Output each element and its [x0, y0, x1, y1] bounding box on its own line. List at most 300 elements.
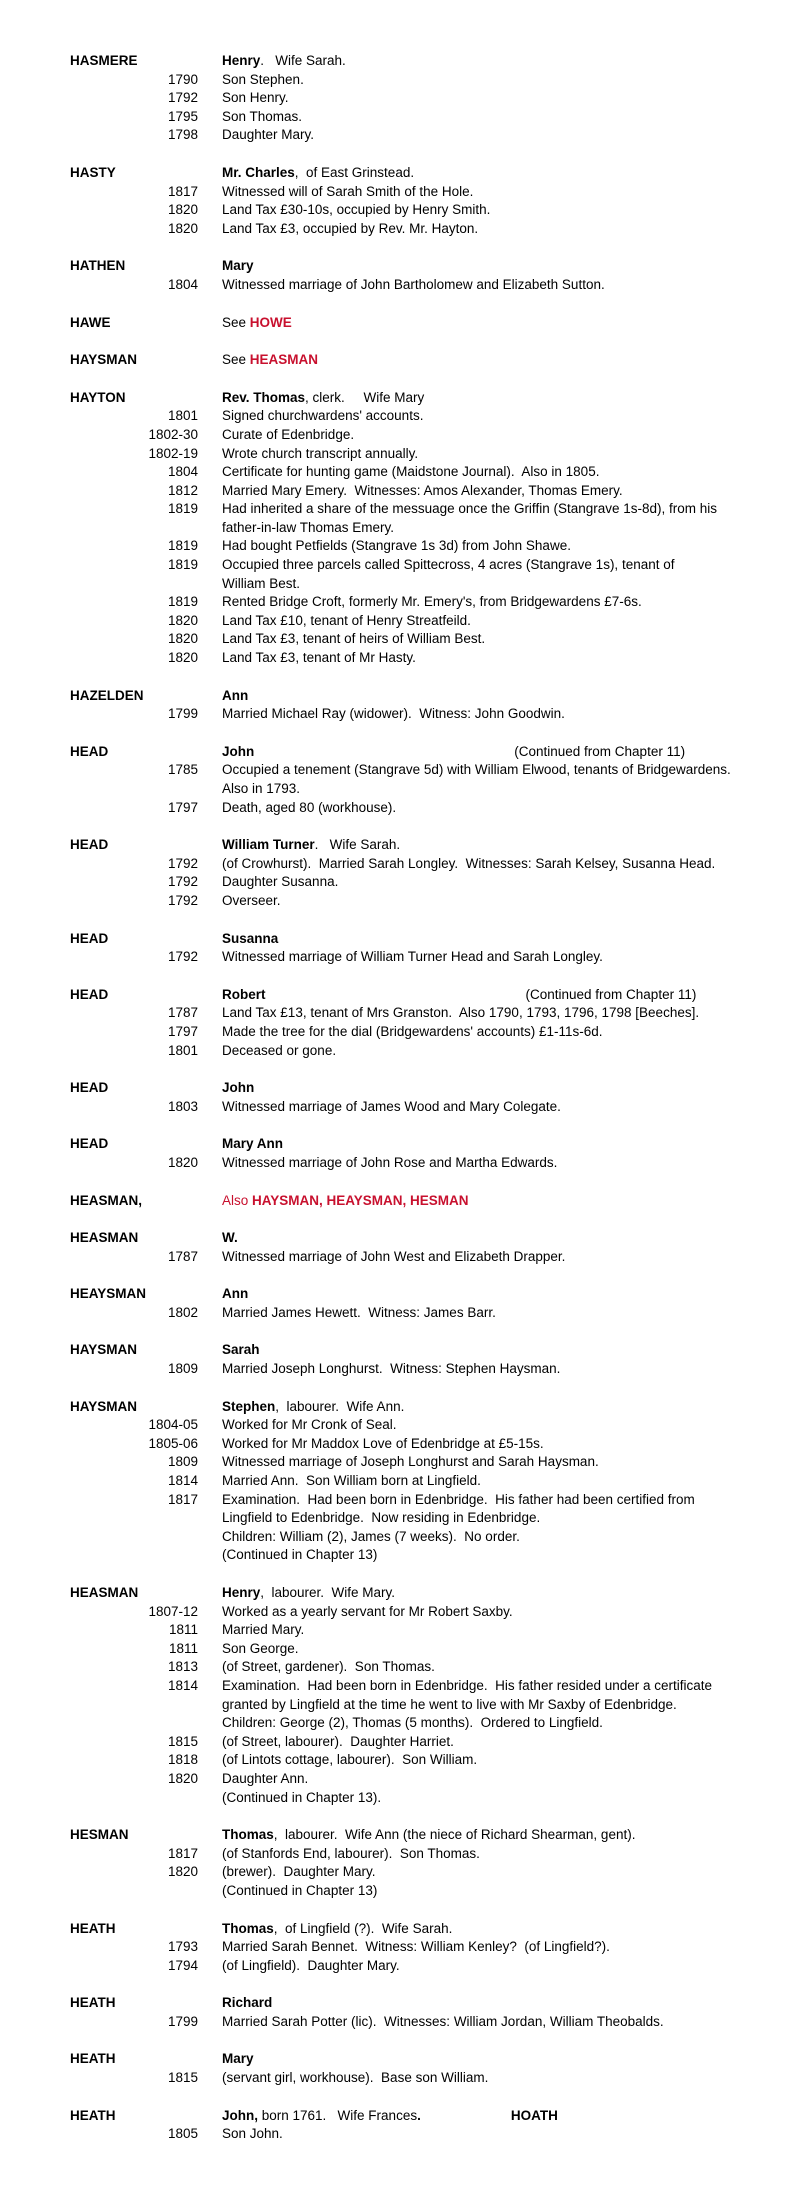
- record-text: Land Tax £10, tenant of Henry Streatfeild.: [222, 612, 471, 628]
- heading-text: John: [222, 743, 255, 759]
- surname-entry: [70, 314, 770, 333]
- record-text: (of Crowhurst). Married Sarah Longley. Witnesses: Sarah Kelsey, Susanna Head.: [222, 855, 716, 871]
- year-spacer: [140, 687, 222, 706]
- record-line: [70, 1621, 770, 1640]
- year-spacer: [140, 1341, 222, 1360]
- entry-header: [70, 1920, 770, 1939]
- person-heading: [222, 1285, 770, 1304]
- record-year: 1818: [167, 1752, 198, 1768]
- record-year: 1819: [167, 594, 198, 610]
- record-text: Occupied a tenement (Stangrave 5d) with William Elwood, tenants of Bridgewardens.: [222, 762, 731, 778]
- entry-header: [70, 389, 770, 408]
- surname-spacer: [70, 799, 140, 818]
- person-heading: [222, 1135, 770, 1154]
- surname: HESMAN: [70, 1827, 129, 1843]
- surname-spacer: [70, 1098, 140, 1117]
- year-spacer: [140, 351, 222, 370]
- cross-reference: HOWE: [249, 314, 292, 330]
- year-spacer: [140, 1079, 222, 1098]
- heading-text: W.: [222, 1230, 238, 1246]
- record-text: (of Street, labourer). Daughter Harriet.: [222, 1733, 454, 1749]
- entry-header: [70, 2050, 770, 2069]
- surname: HEAD: [70, 837, 109, 853]
- surname-entry: [70, 1285, 770, 1322]
- entry-header: [70, 1229, 770, 1248]
- person-heading: [222, 52, 770, 71]
- record-line: [70, 630, 770, 649]
- surname-spacer: [70, 1472, 140, 1491]
- entry-header: [70, 986, 770, 1005]
- record-text: Daughter Mary.: [222, 127, 315, 143]
- record-year: 1820: [167, 220, 198, 236]
- record-text: Occupied three parcels called Spittecross, 4 acres (Stangrave 1s), tenant of: [222, 557, 675, 573]
- surname-spacer: [70, 537, 140, 556]
- record-text: Deceased or gone.: [222, 1042, 337, 1058]
- record-text: Married Sarah Bennet. Witness: William Kenley? (of Lingfield?).: [222, 1939, 610, 1955]
- year-spacer: [140, 257, 222, 276]
- person-heading: [222, 1341, 770, 1360]
- heading-text: See: [222, 314, 250, 330]
- record-year: 1815: [167, 1733, 198, 1749]
- surname-entry: [70, 1079, 770, 1116]
- surname-spacer: [70, 1621, 140, 1640]
- record-line: [70, 126, 770, 145]
- surname: HEASMAN: [70, 1585, 139, 1600]
- record-text: father-in-law Thomas Emery.: [222, 519, 395, 535]
- heading-text: Mary: [222, 258, 254, 274]
- record-year: 1811: [168, 1622, 198, 1638]
- heading-text: Ann: [222, 687, 249, 703]
- heading-text: , labourer. Wife Ann (the niece of Richard Shearman, gent).: [273, 1827, 636, 1843]
- record-text: (Continued in Chapter 13): [222, 1547, 378, 1563]
- person-heading: [222, 1192, 770, 1211]
- surname-spacer: [70, 1528, 140, 1547]
- record-line: [70, 1603, 770, 1622]
- record-year: 1820: [167, 650, 198, 666]
- record-text: Son Thomas.: [222, 108, 303, 124]
- record-text: Wrote church transcript annually.: [222, 445, 419, 461]
- record-line: [70, 1863, 770, 1882]
- person-heading: [222, 2050, 770, 2069]
- heading-text: Stephen: [222, 1398, 276, 1414]
- record-line: [70, 201, 770, 220]
- surname: HAWE: [70, 314, 111, 330]
- year-spacer: [140, 2107, 222, 2126]
- surname-spacer: [70, 1004, 140, 1023]
- surname-spacer: [70, 519, 140, 538]
- record-line: [70, 705, 770, 724]
- record-text: Certificate for hunting game (Maidstone Journal). Also in 1805.: [222, 464, 600, 480]
- record-line: [70, 780, 770, 799]
- surname-spacer: [70, 482, 140, 501]
- record-year: 1794: [167, 1957, 198, 1973]
- year-spacer: [140, 1584, 222, 1603]
- record-line: [70, 612, 770, 631]
- year-spacer: [140, 52, 222, 71]
- record-text: Witnessed marriage of John West and Elizabeth Drapper.: [222, 1248, 566, 1264]
- record-line: [70, 426, 770, 445]
- surname: HAYTON: [70, 389, 126, 405]
- record-year: 1807-12: [148, 1603, 198, 1619]
- surname-entry: [70, 743, 770, 817]
- record-line: [70, 482, 770, 501]
- surname-spacer: [70, 1416, 140, 1435]
- record-text: Examination. Had been born in Edenbridge. His father resided under a certificate: [222, 1677, 713, 1693]
- alternate-surname: HOATH: [510, 2107, 558, 2123]
- surname-entry: [70, 52, 770, 145]
- surname-spacer: [70, 593, 140, 612]
- record-year: 1792: [167, 892, 198, 908]
- record-line: [70, 220, 770, 239]
- record-year: 1792: [167, 855, 198, 871]
- surname-spacer: [70, 1023, 140, 1042]
- person-heading: [222, 687, 770, 706]
- surname-spacer: [70, 780, 140, 799]
- record-text: Son George.: [222, 1640, 299, 1656]
- heading-text: John,: [222, 2107, 258, 2123]
- surname: HASMERE: [70, 53, 138, 68]
- surname-spacer: [70, 1863, 140, 1882]
- entry-header: [70, 164, 770, 183]
- record-text: Land Tax £3, tenant of Mr Hasty.: [222, 650, 416, 666]
- record-line: [70, 761, 770, 780]
- record-line: [70, 1714, 770, 1733]
- person-heading: [222, 1584, 770, 1603]
- record-year: 1797: [167, 1023, 198, 1039]
- year-spacer: [140, 164, 222, 183]
- surname-spacer: [70, 855, 140, 874]
- year-spacer: [140, 930, 222, 949]
- heading-text: Henry: [222, 53, 261, 68]
- record-line: [70, 89, 770, 108]
- record-line: [70, 1416, 770, 1435]
- record-year: 1817: [167, 1491, 198, 1507]
- surname-entry: [70, 1920, 770, 1976]
- surname-spacer: [70, 1789, 140, 1808]
- surname-entry: [70, 986, 770, 1060]
- record-year: 1795: [167, 108, 198, 124]
- heading-text: , of East Grinstead.: [294, 164, 415, 180]
- surname-spacer: [70, 276, 140, 295]
- record-text: granted by Lingfield at the time he went to live with Mr Saxby of Edenbridge.: [222, 1696, 677, 1712]
- year-spacer: [140, 1229, 222, 1248]
- record-text: Worked as a yearly servant for Mr Robert Saxby.: [222, 1603, 513, 1619]
- record-year: 1797: [167, 799, 198, 815]
- record-line: [70, 1509, 770, 1528]
- surname-spacer: [70, 108, 140, 127]
- heading-text: Rev. Thomas: [222, 389, 306, 405]
- record-line: [70, 276, 770, 295]
- record-line: [70, 2125, 770, 2144]
- heading-text: , of Lingfield (?). Wife Sarah.: [273, 1920, 453, 1936]
- surname-spacer: [70, 1957, 140, 1976]
- person-heading: [222, 836, 770, 855]
- heading-text: . Wife Sarah.: [314, 837, 401, 853]
- surname-spacer: [70, 1677, 140, 1696]
- surname-spacer: [70, 1938, 140, 1957]
- person-heading: [222, 257, 770, 276]
- entry-header: [70, 1826, 770, 1845]
- surname: HEAD: [70, 1136, 109, 1152]
- record-line: [70, 1677, 770, 1696]
- record-line: [70, 1938, 770, 1957]
- record-text: Witnessed marriage of Joseph Longhurst and Sarah Haysman.: [222, 1454, 599, 1470]
- record-year: 1792: [167, 874, 198, 890]
- year-spacer: [140, 314, 222, 333]
- record-text: Worked for Mr Maddox Love of Edenbridge at £5-15s.: [222, 1435, 544, 1451]
- record-year: 1805: [167, 2126, 198, 2142]
- record-line: [70, 593, 770, 612]
- record-line: [70, 1491, 770, 1510]
- year-spacer: [140, 743, 222, 762]
- heading-text: Ann: [222, 1286, 249, 1302]
- surname: HAYSMAN: [70, 1398, 138, 1414]
- year-spacer: [140, 1994, 222, 2013]
- record-text: (of Stanfords End, labourer). Son Thomas.: [222, 1845, 480, 1861]
- heading-text: Mary Ann: [222, 1136, 284, 1152]
- record-line: [70, 1696, 770, 1715]
- entry-header: [70, 1584, 770, 1603]
- surname-spacer: [70, 445, 140, 464]
- entry-header: [70, 1079, 770, 1098]
- surname-spacer: [70, 1640, 140, 1659]
- heading-text: , labourer. Wife Ann.: [275, 1398, 405, 1414]
- person-heading: [222, 2107, 770, 2126]
- record-year: [140, 1528, 222, 1547]
- continuation-note: (Continued from Chapter 11): [525, 986, 697, 1002]
- record-text: William Best.: [222, 575, 301, 591]
- record-text: Worked for Mr Cronk of Seal.: [222, 1417, 397, 1433]
- year-spacer: [140, 389, 222, 408]
- record-text: (of Lintots cottage, labourer). Son William.: [222, 1752, 478, 1768]
- record-text: Witnessed will of Sarah Smith of the Hole.: [222, 183, 474, 199]
- record-year: 1792: [167, 949, 198, 965]
- entry-header: [70, 52, 770, 71]
- surname-spacer: [70, 2125, 140, 2144]
- surname-entry: [70, 1826, 770, 1900]
- record-line: [70, 1023, 770, 1042]
- record-line: [70, 1360, 770, 1379]
- record-year: 1804: [167, 464, 198, 480]
- surname-spacer: [70, 89, 140, 108]
- surname-spacer: [70, 71, 140, 90]
- heading-text: Thomas: [222, 1920, 274, 1936]
- record-year: 1801: [167, 1042, 198, 1058]
- record-text: Death, aged 80 (workhouse).: [222, 799, 397, 815]
- record-line: [70, 1098, 770, 1117]
- record-text: Married Mary.: [222, 1622, 305, 1638]
- record-text: Signed churchwardens' accounts.: [222, 408, 424, 424]
- record-line: [70, 71, 770, 90]
- heading-text: , labourer. Wife Mary.: [260, 1585, 396, 1600]
- record-year: 1798: [167, 127, 198, 143]
- record-line: [70, 1528, 770, 1547]
- record-line: [70, 445, 770, 464]
- heading-text: Sarah: [222, 1342, 260, 1358]
- surname-spacer: [70, 500, 140, 519]
- continuation-note: (Continued from Chapter 11): [514, 743, 686, 759]
- surname-entry: [70, 1994, 770, 2031]
- person-heading: [222, 1398, 770, 1417]
- record-text: Married James Hewett. Witness: James Barr.: [222, 1304, 496, 1320]
- surname: HEAD: [70, 986, 109, 1002]
- record-year: 1785: [167, 762, 198, 778]
- surname-spacer: [70, 892, 140, 911]
- surname-spacer: [70, 1603, 140, 1622]
- record-text: Lingfield to Edenbridge. Now residing in Edenbridge.: [222, 1510, 541, 1526]
- entry-header: [70, 743, 770, 762]
- heading-text: .: [417, 2107, 421, 2123]
- year-spacer: [140, 836, 222, 855]
- record-year: [140, 1696, 222, 1715]
- record-year: 1820: [167, 612, 198, 628]
- surname-entry: [70, 257, 770, 294]
- record-year: 1802: [167, 1304, 198, 1320]
- surname-entry: [70, 2107, 770, 2144]
- record-year: 1809: [167, 1361, 198, 1377]
- entry-header: [70, 1398, 770, 1417]
- record-year: [140, 1546, 222, 1565]
- person-heading: [222, 1079, 770, 1098]
- year-spacer: [140, 1920, 222, 1939]
- record-year: [140, 1882, 222, 1901]
- record-line: [70, 948, 770, 967]
- entry-header: [70, 1192, 770, 1211]
- record-text: (servant girl, workhouse). Base son William.: [222, 2070, 489, 2086]
- record-line: [70, 1042, 770, 1061]
- record-year: 1811: [168, 1640, 198, 1656]
- record-text: Witnessed marriage of John Bartholomew and Elizabeth Sutton.: [222, 276, 605, 292]
- record-line: [70, 1882, 770, 1901]
- entry-header: [70, 1341, 770, 1360]
- record-year: 1792: [167, 90, 198, 106]
- surname-entry: [70, 2050, 770, 2087]
- heading-text: Susanna: [222, 930, 279, 946]
- record-year: 1801: [167, 408, 198, 424]
- record-line: [70, 799, 770, 818]
- record-text: Son Stephen.: [222, 71, 304, 87]
- person-heading: [222, 930, 770, 949]
- record-line: [70, 1304, 770, 1323]
- record-year: 1817: [167, 1845, 198, 1861]
- record-text: Overseer.: [222, 892, 281, 908]
- record-year: 1799: [167, 2013, 198, 2029]
- record-year: 1814: [167, 1677, 198, 1693]
- person-heading: [222, 1920, 770, 1939]
- surname-spacer: [70, 1509, 140, 1528]
- surname: HEATH: [70, 2107, 116, 2123]
- record-text: Married Sarah Potter (lic). Witnesses: William Jordan, William Theobalds.: [222, 2013, 664, 2029]
- year-spacer: [140, 986, 222, 1005]
- record-year: 1815: [167, 2070, 198, 2086]
- record-text: Daughter Ann.: [222, 1770, 309, 1786]
- entry-header: [70, 1994, 770, 2013]
- surname: HATHEN: [70, 258, 126, 274]
- record-line: [70, 1733, 770, 1752]
- surname-spacer: [70, 1658, 140, 1677]
- year-spacer: [140, 1135, 222, 1154]
- record-year: 1809: [167, 1454, 198, 1470]
- surname: HAYSMAN: [70, 1342, 138, 1358]
- person-heading: [222, 743, 770, 762]
- surname: HEATH: [70, 2051, 116, 2067]
- person-heading: [222, 1229, 770, 1248]
- surname-spacer: [70, 1453, 140, 1472]
- record-line: [70, 1248, 770, 1267]
- entry-header: [70, 930, 770, 949]
- entry-header: [70, 2107, 770, 2126]
- surname-spacer: [70, 948, 140, 967]
- person-heading: [222, 389, 770, 408]
- record-line: [70, 873, 770, 892]
- surname-entry: [70, 1398, 770, 1565]
- record-year: 1820: [167, 631, 198, 647]
- record-year: 1805-06: [148, 1435, 198, 1451]
- surname-spacer: [70, 463, 140, 482]
- surname: HEAD: [70, 1080, 109, 1096]
- cross-reference: HEASMAN: [249, 352, 319, 368]
- record-line: [70, 519, 770, 538]
- cross-reference: Also: [222, 1192, 253, 1208]
- record-line: [70, 1154, 770, 1173]
- entry-header: [70, 314, 770, 333]
- heading-text: William Turner: [222, 837, 315, 853]
- surname-entry: [70, 1135, 770, 1172]
- entry-header: [70, 836, 770, 855]
- record-year: 1820: [167, 1154, 198, 1170]
- record-text: Land Tax £30-10s, occupied by Henry Smith.: [222, 202, 491, 218]
- record-text: Witnessed marriage of James Wood and Mary Colegate.: [222, 1098, 561, 1114]
- record-text: Children: George (2), Thomas (5 months). Ordered to Lingfield.: [222, 1715, 603, 1731]
- record-year: 1799: [167, 706, 198, 722]
- record-year: 1812: [167, 482, 198, 498]
- surname: HAZELDEN: [70, 687, 144, 703]
- record-year: [140, 575, 222, 594]
- surname-spacer: [70, 1733, 140, 1752]
- surname-spacer: [70, 873, 140, 892]
- record-year: 1819: [167, 557, 198, 573]
- year-spacer: [140, 1285, 222, 1304]
- surname: HEATH: [70, 1920, 116, 1936]
- record-text: Rented Bridge Croft, formerly Mr. Emery's, from Bridgewardens £7-6s.: [222, 594, 642, 610]
- record-year: 1820: [167, 1864, 198, 1880]
- record-line: [70, 537, 770, 556]
- heading-text: born 1761. Wife Frances: [258, 2107, 418, 2123]
- surname-spacer: [70, 126, 140, 145]
- surname-entry: [70, 389, 770, 668]
- record-text: Land Tax £13, tenant of Mrs Granston. Also 1790, 1793, 1796, 1798 [Beeches].: [222, 1005, 700, 1021]
- person-heading: [222, 986, 770, 1005]
- record-year: 1802-19: [148, 445, 198, 461]
- record-year: 1819: [167, 501, 198, 517]
- record-text: Had inherited a share of the messuage once the Griffin (Stangrave 1s-8d), from his: [222, 501, 718, 517]
- surname-entry: [70, 1341, 770, 1378]
- record-text: Examination. Had been born in Edenbridge. His father had been certified from: [222, 1491, 695, 1507]
- surname-entry: [70, 164, 770, 238]
- record-line: [70, 575, 770, 594]
- record-text: Curate of Edenbridge.: [222, 426, 355, 442]
- surname-entry: [70, 836, 770, 910]
- heading-text: Robert: [222, 986, 266, 1002]
- record-line: [70, 2013, 770, 2032]
- heading-text: Mary: [222, 2051, 254, 2067]
- entry-header: [70, 687, 770, 706]
- surname-spacer: [70, 1546, 140, 1565]
- record-line: [70, 1789, 770, 1808]
- record-year: 1820: [167, 1770, 198, 1786]
- surname: HEATH: [70, 1995, 116, 2011]
- heading-text: Henry: [222, 1585, 261, 1600]
